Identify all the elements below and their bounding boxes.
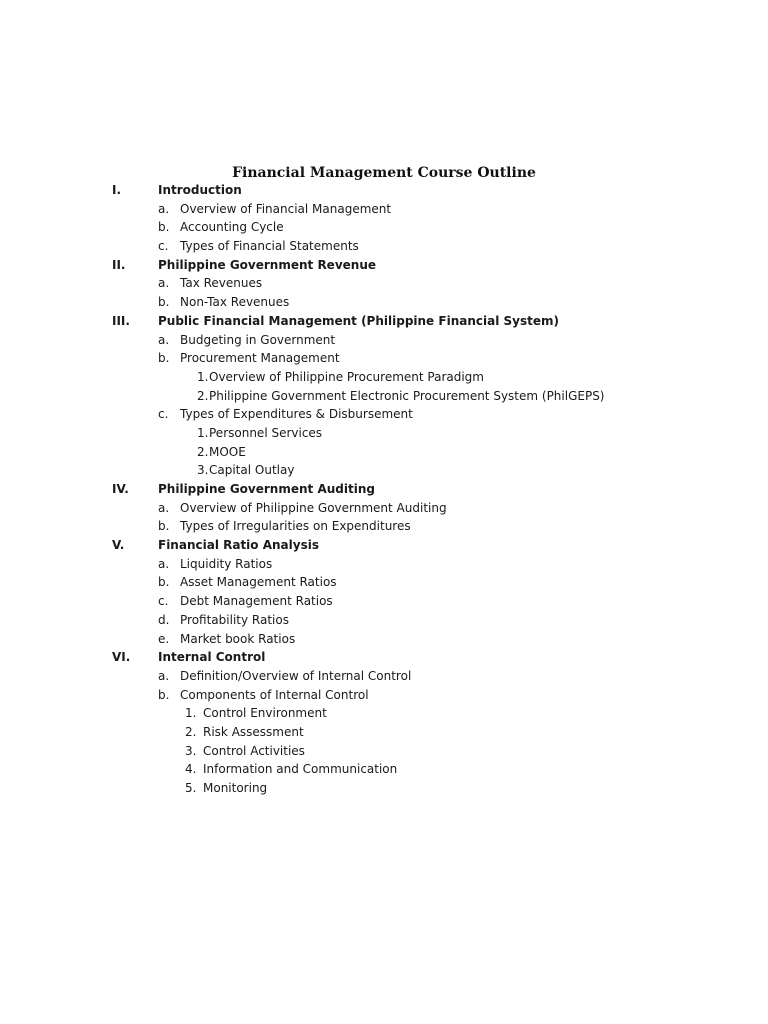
outline-subitem [0, 387, 768, 406]
item-text: Profitability Ratios [180, 612, 289, 627]
section-numeral: IV. [112, 482, 129, 496]
page-title: Financial Management Course Outline [232, 165, 536, 181]
section-heading [0, 181, 768, 200]
outline-item [0, 555, 768, 574]
item-letter: e. [158, 631, 170, 646]
subitem-number: 3. [185, 743, 197, 758]
outline-item [0, 331, 768, 350]
subitem-text: Risk Assessment [203, 724, 304, 739]
section-title: Philippine Government Revenue [158, 257, 377, 272]
section-title: Philippine Government Auditing [158, 482, 375, 496]
subitem-number: 1. [197, 425, 209, 440]
outline-subitem [0, 742, 768, 761]
outline-item [0, 274, 768, 293]
outline-item [0, 499, 768, 518]
outline-item [0, 517, 768, 536]
item-text: Asset Management Ratios [180, 575, 337, 590]
outline-item [0, 293, 768, 312]
subitem-number: 5. [185, 781, 197, 795]
outline-subitem [0, 461, 768, 480]
subitem-number: 4. [185, 762, 197, 777]
section-heading [0, 648, 768, 667]
outline-item [0, 667, 768, 686]
item-letter: c. [158, 594, 169, 609]
outline-subitem [0, 704, 768, 723]
outline-item [0, 200, 768, 219]
item-text: Overview of Financial Management [180, 201, 392, 216]
item-letter: d. [158, 612, 170, 627]
item-text: Non-Tax Revenues [180, 295, 290, 310]
outline-item [0, 218, 768, 237]
item-text: Tax Revenues [180, 276, 263, 291]
item-text: Debt Management Ratios [180, 594, 333, 609]
subitem-text: Personnel Services [209, 425, 323, 440]
item-text: Definition/Overview of Internal Control [180, 668, 412, 683]
section-heading [0, 536, 768, 555]
section-heading [0, 256, 768, 275]
section-numeral: V. [112, 538, 125, 553]
outline-item [0, 592, 768, 611]
item-letter: a. [158, 276, 170, 291]
item-text: Types of Expenditures & Disbursement [180, 407, 413, 422]
outline-subitem [0, 368, 768, 387]
subitem-number: 1. [185, 706, 197, 721]
subitem-text: Information and Communication [203, 762, 398, 777]
item-letter: a. [158, 500, 170, 515]
course-outline [0, 181, 768, 798]
item-text: Accounting Cycle [180, 220, 284, 235]
item-letter: b. [158, 351, 170, 366]
outline-subitem [0, 779, 768, 798]
item-letter: a. [158, 332, 170, 347]
outline-item [0, 630, 768, 649]
item-letter: c. [158, 407, 169, 422]
section-numeral: I. [112, 183, 122, 197]
subitem-number: 1. [197, 369, 209, 384]
item-text: Types of Irregularities on Expenditures [180, 519, 411, 534]
outline-item [0, 237, 768, 256]
outline-subitem [0, 723, 768, 742]
item-text: Components of Internal Control [180, 687, 369, 702]
subitem-text: MOOE [209, 444, 246, 459]
subitem-number: 3. [197, 463, 209, 478]
item-text: Types of Financial Statements [180, 239, 359, 254]
item-letter: a. [158, 201, 170, 216]
item-letter: b. [158, 687, 170, 702]
outline-item [0, 611, 768, 630]
item-text: Procurement Management [180, 351, 340, 366]
outline-subitem [0, 443, 768, 462]
item-letter: a. [158, 668, 170, 683]
section-title: Internal Control [158, 650, 266, 665]
outline-item [0, 349, 768, 368]
item-letter: b. [158, 295, 170, 310]
item-letter: a. [158, 556, 170, 571]
item-letter: b. [158, 519, 170, 534]
subitem-number: 2. [197, 388, 209, 403]
item-letter: b. [158, 220, 170, 235]
outline-item [0, 686, 768, 705]
subitem-text: Monitoring [203, 781, 268, 795]
section-numeral: VI. [112, 650, 131, 665]
outline-item [0, 573, 768, 592]
outline-item [0, 405, 768, 424]
subitem-text: Control Environment [203, 706, 327, 721]
outline-subitem [0, 760, 768, 779]
outline-subitem [0, 424, 768, 443]
subitem-text: Overview of Philippine Procurement Paradigm [209, 369, 484, 384]
section-numeral: II. [112, 257, 126, 272]
subitem-number: 2. [185, 724, 197, 739]
subitem-text: Capital Outlay [209, 463, 295, 478]
section-title: Introduction [158, 183, 242, 197]
subitem-text: Control Activities [203, 743, 305, 758]
item-text: Liquidity Ratios [180, 556, 273, 571]
subitem-number: 2. [197, 444, 209, 459]
item-letter: b. [158, 575, 170, 590]
section-numeral: III. [112, 313, 130, 328]
section-heading [0, 480, 768, 499]
item-text: Overview of Philippine Government Auditing [180, 500, 447, 515]
section-heading [0, 312, 768, 331]
item-text: Market book Ratios [180, 631, 296, 646]
item-letter: c. [158, 239, 169, 254]
subitem-text: Philippine Government Electronic Procurement System (PhilGEPS) [209, 388, 605, 403]
item-text: Budgeting in Government [180, 332, 336, 347]
section-title: Public Financial Management (Philippine Financial System) [158, 313, 559, 328]
section-title: Financial Ratio Analysis [158, 538, 319, 553]
